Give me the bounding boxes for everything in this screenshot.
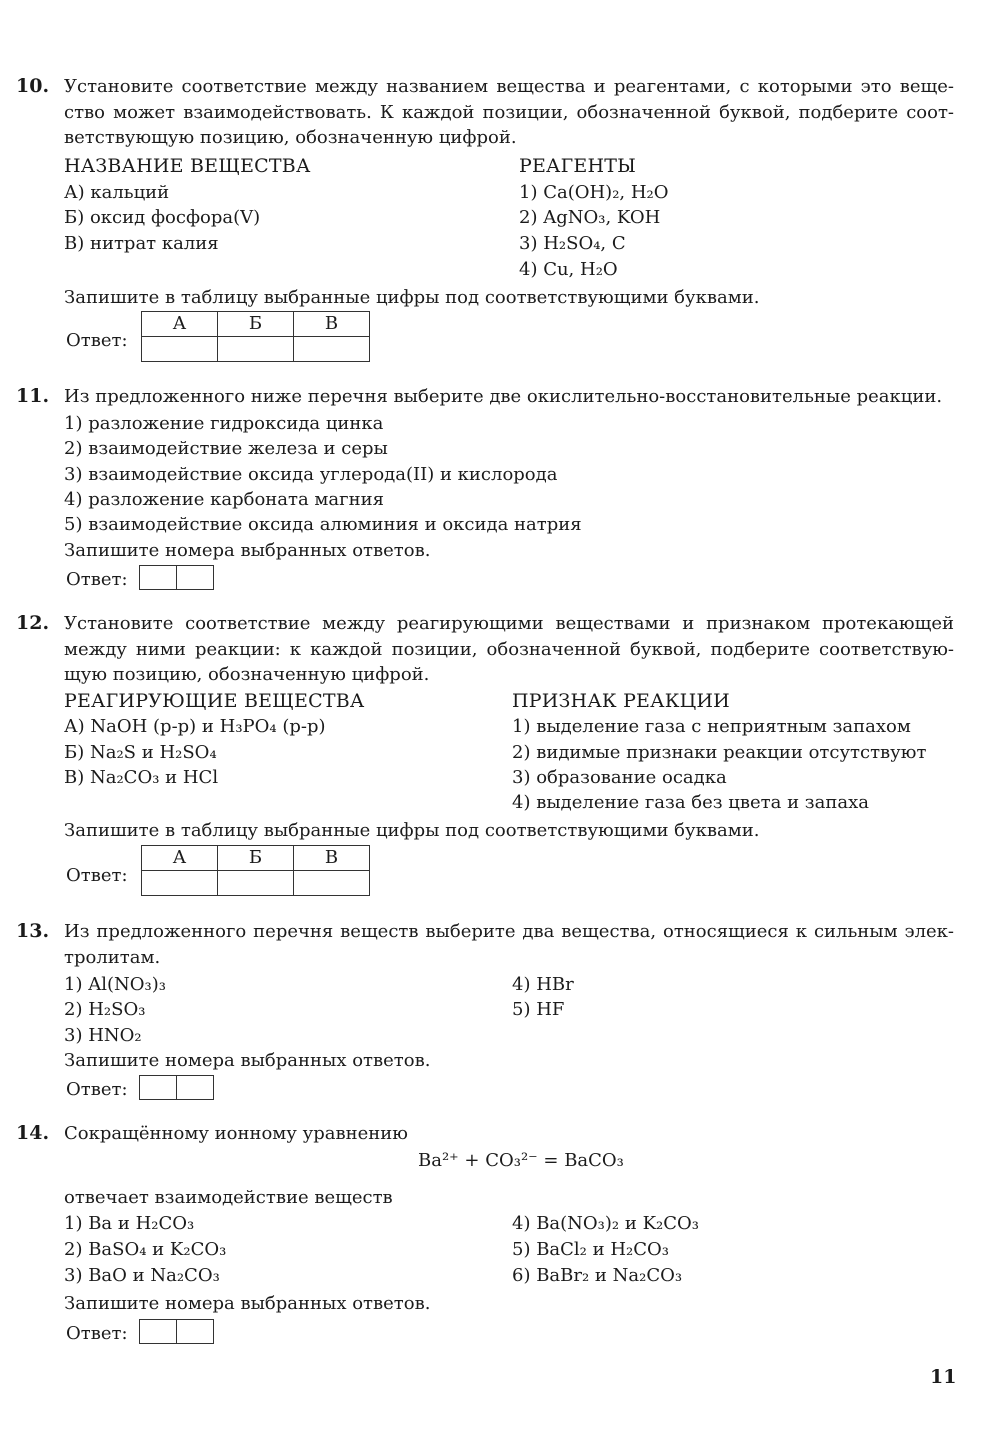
q14-item-2: 2) BaSO₄ и K₂CO₃ [64,1239,227,1260]
q10-table-header-a: А [142,312,218,337]
q12-left-item-b: Б) Na₂S и H₂SO₄ [64,742,217,763]
q12-text [64,611,954,688]
q14-instruction: Запишите номера выбранных ответов. [64,1293,431,1314]
q13-item-4: 4) HBr [512,974,574,995]
q14-equation: Ba²⁺ + CO₃²⁻ = BaCO₃ [418,1150,624,1171]
q12-answer-cell-b[interactable] [218,871,294,896]
q10-line-1: Установите соответствие между названием вещества и реагентами, с которыми это веще- [64,76,954,97]
q12-answer-cell-c[interactable] [294,871,370,896]
q11-item-2: 2) взаимодействие железа и серы [64,438,388,459]
q12-instruction: Запишите в таблицу выбранные цифры под соответствующими буквами. [64,820,760,841]
q12-left-item-c: В) Na₂CO₃ и HCl [64,767,219,788]
q11-answer-boxes [139,565,214,590]
q14-answer-label: Ответ: [66,1323,128,1344]
q12-answer-cell-a[interactable] [142,871,218,896]
q13-item-5: 5) HF [512,999,565,1020]
q12-table-header-a: А [142,846,218,871]
q10-table-header-b: Б [218,312,294,337]
q10-left-item-a: А) кальций [64,182,170,203]
q10-left-header: НАЗВАНИЕ ВЕЩЕСТВА [64,155,311,177]
q13-answer-label: Ответ: [66,1079,128,1100]
q13-item-3: 3) HNO₂ [64,1025,142,1046]
page-number: 11 [930,1366,957,1388]
q10-answer-label: Ответ: [66,330,128,351]
q11-instruction: Запишите номера выбранных ответов. [64,540,431,561]
q12-table-header-c: В [294,846,370,871]
q10-line-3: ветствующую позицию, обозначенную цифрой. [64,127,517,148]
q10-right-header: РЕАГЕНТЫ [519,155,637,177]
q12-right-item-3: 3) образование осадка [512,767,727,788]
q14-text-2: отвечает взаимодействие веществ [64,1187,393,1208]
q14-number: 14. [16,1122,50,1144]
q12-table-header-b: Б [218,846,294,871]
q10-table-header-c: В [294,312,370,337]
q14-item-3: 3) BaO и Na₂CO₃ [64,1265,220,1286]
q11-text: Из предложенного ниже перечня выберите две окислительно-восстановительные реакции. [64,386,943,407]
q12-line-3: щую позицию, обозначенную цифрой. [64,664,430,685]
q13-answer-box-1[interactable] [139,1075,177,1100]
q12-number: 12. [16,612,50,634]
q12-right-item-4: 4) выделение газа без цвета и запаха [512,792,869,813]
q10-right-item-4: 4) Cu, H₂O [519,259,618,280]
q12-answer-label: Ответ: [66,865,128,886]
q13-answer-box-2[interactable] [177,1075,214,1100]
q10-text [64,74,954,151]
q13-number: 13. [16,920,50,942]
q10-answer-cell-c[interactable] [294,337,370,362]
q10-line-2: ство может взаимодействовать. К каждой позиции, обозначенной буквой, подберите соот- [64,101,954,123]
q12-right-item-1: 1) выделение газа с неприятным запахом [512,716,911,737]
q14-item-4: 4) Ba(NO₃)₂ и K₂CO₃ [512,1213,699,1234]
q13-line-1: Из предложенного перечня веществ выберите два вещества, относящиеся к сильным элек- [64,921,954,942]
q13-item-2: 2) H₂SO₃ [64,999,146,1020]
q11-answer-box-1[interactable] [139,565,177,590]
q11-item-1: 1) разложение гидроксида цинка [64,413,384,434]
q10-instruction: Запишите в таблицу выбранные цифры под соответствующими буквами. [64,287,760,308]
q11-number: 11. [16,385,50,407]
q10-answer-cell-a[interactable] [142,337,218,362]
q11-item-4: 4) разложение карбоната магния [64,489,384,510]
q12-answer-table [141,845,370,896]
q11-answer-box-2[interactable] [177,565,214,590]
q14-item-5: 5) BaCl₂ и H₂CO₃ [512,1239,669,1260]
q10-answer-cell-b[interactable] [218,337,294,362]
q13-answer-boxes [139,1075,214,1100]
q14-answer-box-1[interactable] [139,1319,177,1344]
q12-left-item-a: А) NaOH (р-р) и H₃PO₄ (р-р) [64,716,326,737]
q14-answer-box-2[interactable] [177,1319,214,1344]
q14-answer-boxes [139,1319,214,1344]
q12-left-header: РЕАГИРУЮЩИЕ ВЕЩЕСТВА [64,690,365,712]
q13-text [64,919,954,970]
q11-answer-label: Ответ: [66,569,128,590]
q14-item-6: 6) BaBr₂ и Na₂CO₃ [512,1265,683,1286]
q11-item-5: 5) взаимодействие оксида алюминия и оксида натрия [64,514,582,535]
q13-item-1: 1) Al(NO₃)₃ [64,974,166,995]
q10-right-item-1: 1) Ca(OH)₂, H₂O [519,182,669,203]
q10-answer-table [141,311,370,362]
q10-left-item-b: Б) оксид фосфора(V) [64,207,261,228]
q10-left-item-c: В) нитрат калия [64,233,219,254]
q14-text: Сокращённому ионному уравнению [64,1123,408,1144]
q12-line-2: между ними реакции: к каждой позиции, обозначенной буквой, подберите соответствую- [64,638,954,660]
q10-right-item-3: 3) H₂SO₄, C [519,233,626,254]
q14-item-1: 1) Ba и H₂CO₃ [64,1213,195,1234]
q12-right-item-2: 2) видимые признаки реакции отсутствуют [512,742,927,763]
q11-item-3: 3) взаимодействие оксида углерода(II) и кислорода [64,464,558,485]
q13-instruction: Запишите номера выбранных ответов. [64,1050,431,1071]
q13-line-2: тролитам. [64,946,161,968]
q10-right-item-2: 2) AgNO₃, KOH [519,207,661,228]
q10-number: 10. [16,75,50,97]
q12-line-1: Установите соответствие между реагирующими веществами и признаком протекающей [64,613,954,634]
q12-right-header: ПРИЗНАК РЕАКЦИИ [512,690,730,712]
